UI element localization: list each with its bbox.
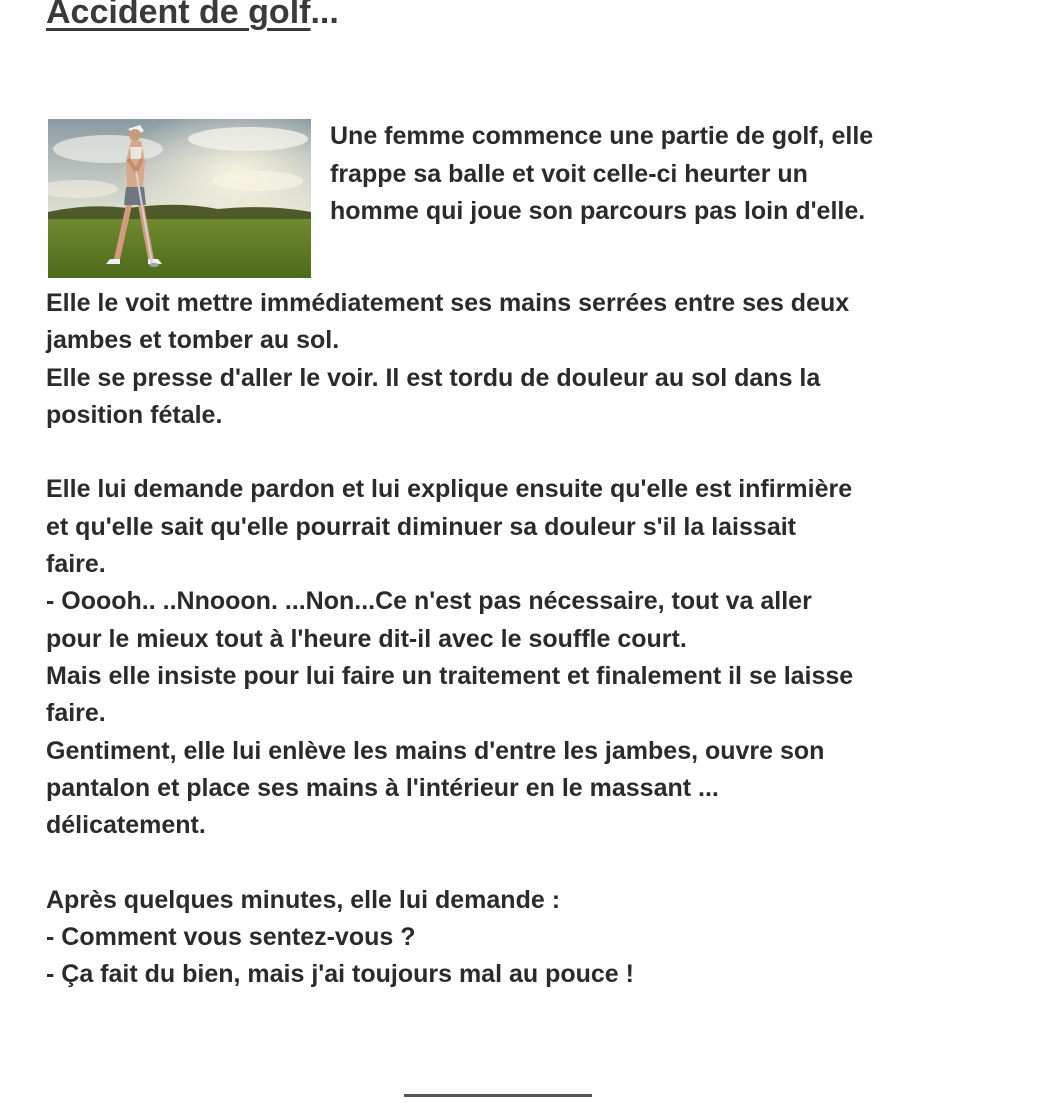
body-line: et qu'elle sait qu'elle pourrait diminuer sa douleur s'il la laissait [46, 512, 796, 541]
intro-line: Une femme commence une partie de golf, elle [330, 122, 874, 150]
body-line: - Ça fait du bien, mais j'ai toujours mal au pouce ! [46, 960, 634, 989]
body-line: Gentiment, elle lui enlève les mains d'entre les jambes, ouvre son [46, 736, 825, 765]
body-line: faire. [46, 550, 106, 579]
paragraph-gap [46, 844, 1006, 881]
body-line: pantalon et place ses mains à l'intérieur en le massant ... [46, 773, 719, 802]
intro-line: frappe sa balle et voit celle-ci heurter un [330, 159, 808, 188]
article-title-link[interactable]: Accident de golf [46, 0, 311, 31]
footer-divider [404, 1094, 592, 1097]
body-line: Après quelques minutes, elle lui demande : [46, 885, 561, 914]
body-line: - Comment vous sentez-vous ? [46, 923, 416, 952]
body-line: Elle se presse d'aller le voir. Il est tordu de douleur au sol dans la [46, 363, 821, 392]
body-line: pour le mieux tout à l'heure dit-il avec le souffle court. [46, 624, 687, 653]
body-line: Mais elle insiste pour lui faire un traitement et finalement il se laisse [46, 661, 854, 690]
intro-paragraph [330, 118, 980, 231]
body-line: délicatement. [46, 811, 206, 840]
body-line: - Ooooh.. ..Nnooon. ...Non...Ce n'est pas nécessaire, tout va aller [46, 587, 812, 616]
intro-line: homme qui joue son parcours pas loin d'elle. [330, 197, 866, 225]
paragraph-gap [46, 434, 1006, 471]
golfer-photo [48, 119, 311, 278]
article-body [46, 285, 1006, 994]
body-line: Elle lui demande pardon et lui explique ensuite qu'elle est infirmière [46, 475, 853, 504]
body-line: faire. [46, 699, 106, 728]
body-line: jambes et tomber au sol. [46, 326, 340, 355]
article-title [46, 0, 339, 32]
article-title-suffix: ... [310, 0, 339, 31]
body-line: Elle le voit mettre immédiatement ses mains serrées entre ses deux [46, 289, 850, 317]
body-line: position fétale. [46, 400, 223, 429]
golfer-photo-art [48, 119, 311, 278]
